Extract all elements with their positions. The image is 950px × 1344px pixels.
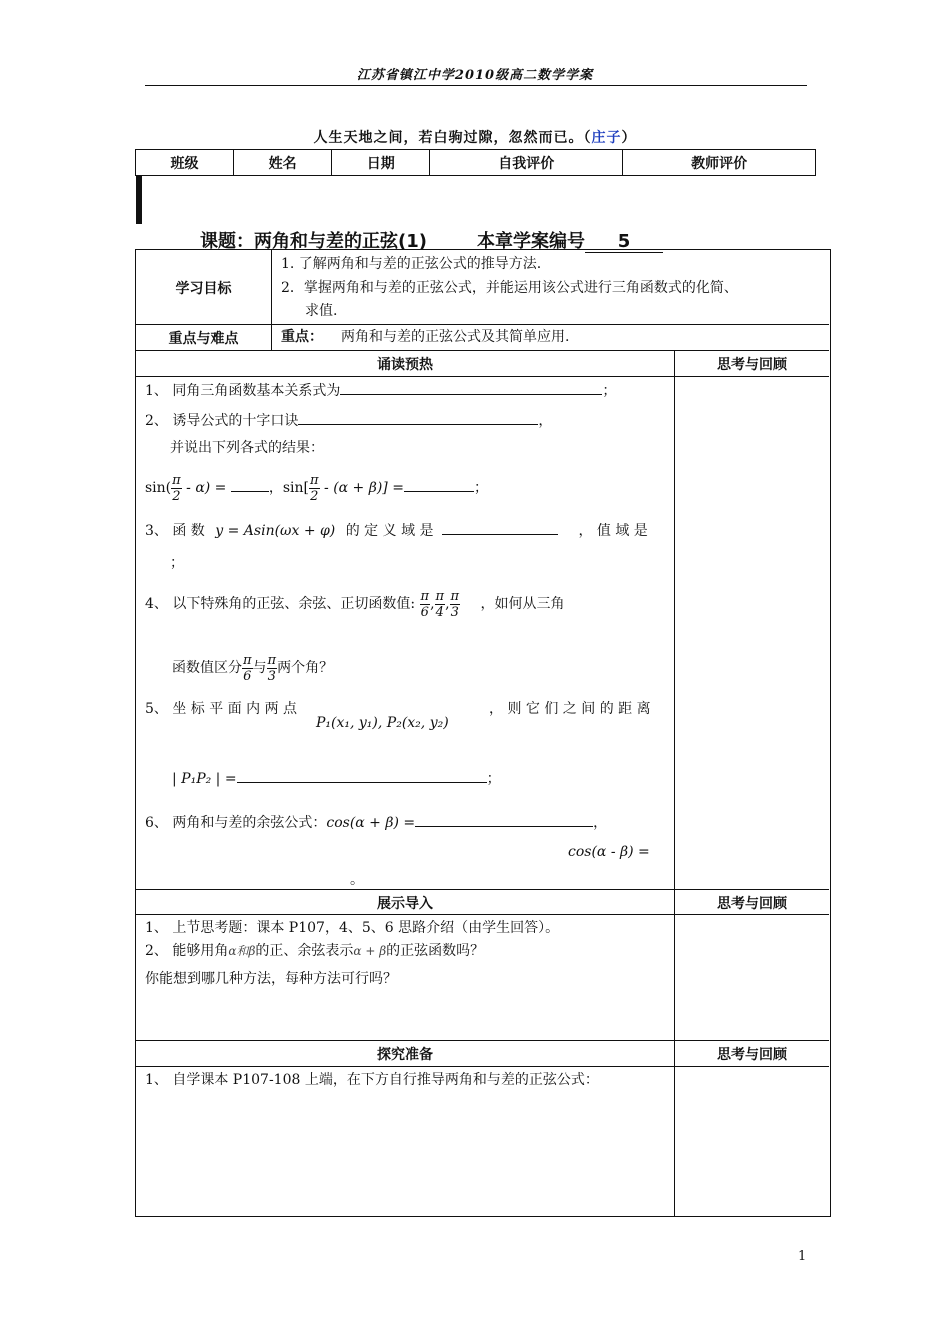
divider-intro-head [135, 914, 829, 915]
pi6b-den: 6 [243, 668, 252, 684]
col-self-eval: 自我评价 [430, 150, 623, 176]
fraction-pi-4 [435, 589, 446, 620]
f1-blank[interactable] [231, 477, 269, 492]
fraction-pi-6b [242, 653, 253, 684]
pi3-num: π [450, 588, 460, 604]
q3-formula: y = Asin(ωx + φ) [215, 523, 336, 539]
objectives-label: 学习目标 [175, 281, 232, 297]
reading-title: 诵读预热 [377, 357, 433, 373]
pi4-num: π [435, 588, 445, 604]
objective-2-cont: 求值. [305, 303, 338, 319]
fraction-pi-3b [267, 653, 278, 684]
q2-text: 2、 诱导公式的十字口诀 [145, 413, 299, 429]
divider-explore-head [135, 1066, 829, 1067]
q6 [145, 812, 607, 834]
key-points-label: 重点与难点 [168, 331, 239, 347]
pi3-den: 3 [450, 604, 459, 620]
teacher-eval-cell[interactable] [140, 177, 141, 224]
intro-title: 展示导入 [377, 896, 433, 912]
intro-l2c: 的正弦函数吗？ [386, 943, 485, 959]
objective-1: 1. 了解两角和与差的正弦公式的推导方法. [281, 256, 542, 272]
f2-rest: - (α + β)] = [319, 480, 404, 496]
q4-text: 4、 以下特殊角的正弦、余弦、正切函数值: [145, 596, 416, 612]
intro-l2a: 2、 能够用角 [145, 943, 229, 959]
intro-line-1: 1、 上节思考题：课本 P107，4、5、6 思路介绍（由学生回答）。 [145, 920, 560, 936]
reading-side-title: 思考与回顾 [717, 357, 787, 373]
q1 [145, 380, 616, 402]
intro-line-3: 你能想到哪几种方法，每种方法可行吗？ [145, 971, 397, 987]
frac-num: π [172, 472, 181, 488]
q5-text-a: 5、 坐 标 平 面 内 两 点 [145, 701, 298, 717]
fraction-pi-3 [450, 589, 461, 620]
q5-dist [172, 768, 501, 790]
q3 [145, 520, 648, 542]
divider-intro [135, 889, 829, 890]
f1-sin: sin( [145, 480, 172, 496]
intro-l2b: 的正、余弦表示 [255, 943, 354, 959]
pi3b-num: π [267, 652, 277, 668]
info-input-row [136, 176, 142, 191]
q5 [145, 698, 297, 720]
intro-side-title: 思考与回顾 [717, 896, 787, 912]
q5-dist-formula: | P₁P₂ | = [172, 771, 237, 787]
intro-line-2 [145, 940, 484, 962]
divider-explore [135, 1040, 829, 1041]
q5-text-b: ， 则 它 们 之 间 的 距 离 [489, 701, 651, 717]
divider-side-col [674, 350, 675, 1216]
q4-text-e: 两个角？ [277, 660, 334, 676]
f1-rest: - α) = [181, 480, 227, 496]
q3-end: ； [170, 555, 184, 571]
pi3b-den: 3 [267, 668, 276, 684]
pi6-den: 6 [420, 604, 429, 620]
q3-text-c: ， 值 域 是 [578, 523, 648, 539]
f2-end: ； [473, 480, 488, 496]
explore-title: 探究准备 [377, 1047, 433, 1063]
fraction-pi-6 [420, 589, 431, 620]
divider-objectives [135, 324, 829, 325]
frac-den-b: 2 [310, 488, 319, 504]
key-content: 两角和与差的正弦公式及其简单应用. [341, 329, 570, 345]
quote-end: ） [621, 130, 637, 146]
q6-text: 6、 两角和与差的余弦公式： [145, 815, 327, 831]
q2-end: ， [538, 413, 553, 429]
q3-domain-blank[interactable] [442, 520, 558, 535]
frac-den: 2 [172, 488, 181, 504]
q4-text-d: 与 [252, 660, 267, 676]
q6-end-2: 。 [350, 872, 364, 888]
quote-line [0, 127, 950, 147]
divider-label-col [271, 249, 272, 350]
explore-line-1: 1、 自学课本 P107-108 上端，在下方自行推导两角和与差的正弦公式： [145, 1072, 599, 1088]
q1-end: ； [602, 383, 617, 399]
divider-key [135, 350, 829, 351]
quote-author: 庄子 [591, 130, 622, 146]
explore-side-title: 思考与回顾 [717, 1047, 787, 1063]
quote-text: 人生天地之间，若白驹过隙，忽然而已。（ [313, 130, 592, 146]
title-text: 课题：两角和与差的正弦(1) [200, 231, 427, 252]
q4-cont [172, 648, 333, 688]
q4-text-c: 函数值区分 [172, 660, 242, 676]
q3-text-a: 3、 函 数 [145, 523, 205, 539]
col-name: 姓名 [234, 150, 332, 176]
divider-reading-head [135, 376, 829, 377]
key-points [281, 326, 569, 348]
q1-blank[interactable] [340, 380, 602, 395]
q2 [145, 410, 552, 432]
objective-2: 2．掌握两角和与差的正弦公式，并能运用该公式进行三角函数式的化简、 [281, 280, 738, 296]
q4: 4、 以下特殊角的正弦、余弦、正切函数值: $\frac{\pi}{6}$ , $\frac{\pi}{4}$ , $\frac{\pi}{3}$ ，如何从三角 [145, 588, 565, 620]
col-class: 班级 [136, 150, 234, 176]
fraction-pi-2 [171, 473, 182, 504]
q5-blank[interactable] [237, 768, 487, 783]
q5-formula: P₁(x₁, y₁), P₂(x₂, y₂) [316, 715, 449, 731]
info-header-row [136, 150, 816, 176]
q6-end-1: ， [593, 815, 608, 831]
col-teacher-eval: 教师评价 [623, 150, 816, 176]
q4-text-b: ，如何从三角 [480, 596, 565, 612]
pi6-num: π [420, 588, 430, 604]
q1-text: 1、 同角三角函数基本关系式为 [145, 383, 341, 399]
pi4-den: 4 [435, 604, 444, 620]
q6-blank-1[interactable] [415, 812, 593, 827]
fraction-pi-2b [309, 473, 320, 504]
col-date: 日期 [332, 150, 430, 176]
page-number: 1 [798, 1249, 807, 1264]
q5-end: ； [486, 771, 501, 787]
q2-formulas [145, 470, 488, 506]
q2-blank[interactable] [298, 410, 538, 425]
pi6b-num: π [243, 652, 252, 668]
f2-sin: ，sin[ [268, 480, 310, 496]
key-label: 重点： [281, 329, 323, 345]
intro-sum: α + β [353, 944, 387, 958]
q6-formula-1: cos(α + β) = [326, 815, 416, 831]
q3-text-b: 的 定 义 域 是 [345, 523, 434, 539]
q6-formula-2: cos(α - β) = [568, 844, 650, 860]
number-label: 本章学案编号 [476, 231, 585, 252]
info-table [135, 149, 816, 195]
intro-alpha-beta: α和β [228, 944, 256, 958]
frac-num-b: π [310, 472, 319, 488]
lesson-number: 5 [585, 231, 663, 253]
school-header: 江苏省镇江中学2010级高二数学学案 [356, 68, 594, 83]
q2-sub: 并说出下列各式的结果： [170, 440, 324, 456]
header-divider [145, 85, 807, 86]
f2-blank[interactable] [404, 477, 474, 492]
